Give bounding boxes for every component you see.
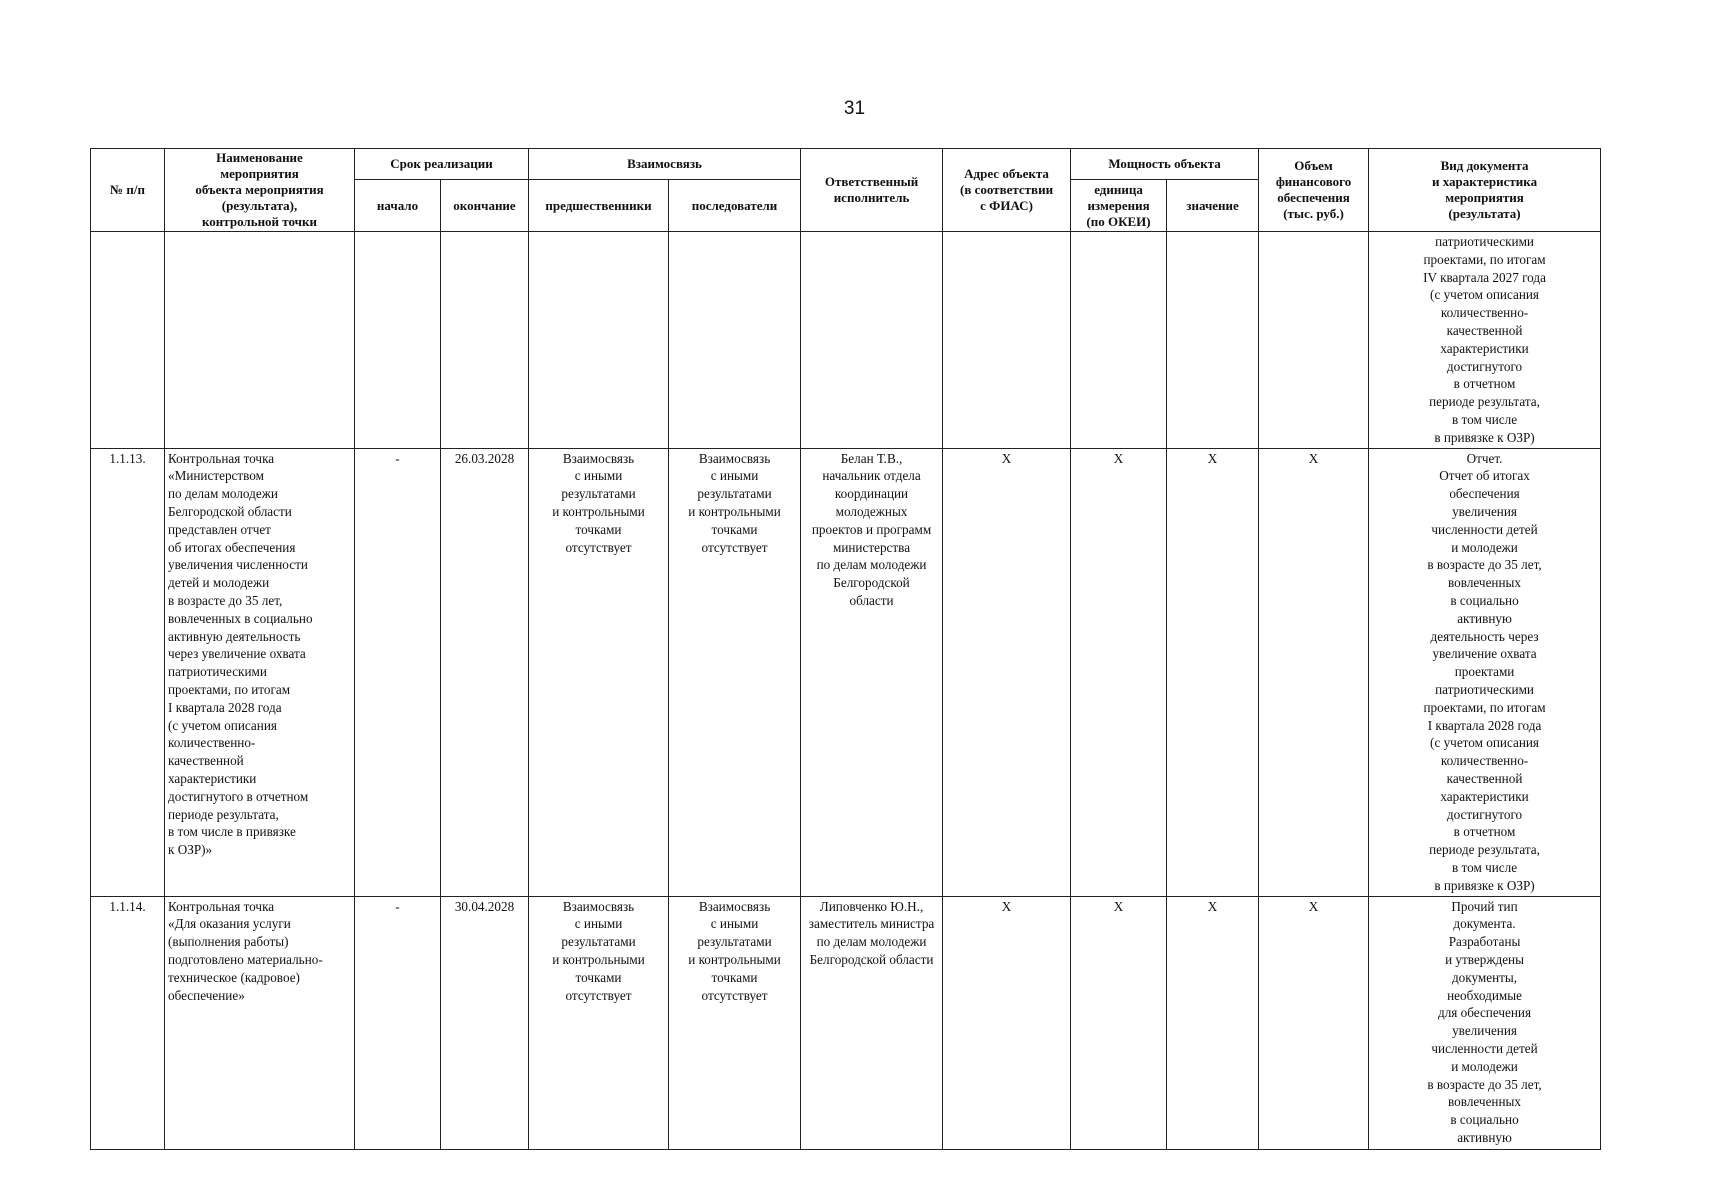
- cell-responsible: Белан Т.В., начальник отдела координации молодежных проектов и программ министерства по делам молодежи Белгородской области: [801, 448, 943, 896]
- cell-responsible: Липовченко Ю.Н., заместитель министра по делам молодежи Белгородской области: [801, 896, 943, 1149]
- cell-predecessors: [529, 232, 669, 449]
- cell-end: [441, 232, 529, 449]
- header-row-1: [91, 149, 1601, 180]
- table-row: [91, 448, 1601, 896]
- header-term: Срок реализации: [355, 149, 529, 180]
- header-capacity: Мощность объекта: [1071, 149, 1259, 180]
- cell-responsible: [801, 232, 943, 449]
- cell-value: Х: [1167, 448, 1259, 896]
- cell-value: [1167, 232, 1259, 449]
- cell-value: Х: [1167, 896, 1259, 1149]
- header-doc: Вид документа и характеристика мероприятия (результата): [1369, 149, 1601, 232]
- cell-doc: Прочий тип документа. Разработаны и утверждены документы, необходимые для обеспечения увеличения численности детей и молодежи в возрасте до 35 лет, вовлеченных в социально активную: [1369, 896, 1601, 1149]
- cell-finance: Х: [1259, 448, 1369, 896]
- header-unit: единица измерения (по ОКЕИ): [1071, 180, 1167, 232]
- cell-finance: Х: [1259, 896, 1369, 1149]
- cell-successors: Взаимосвязь с иными результатами и контрольными точками отсутствует: [669, 448, 801, 896]
- cell-start: -: [355, 448, 441, 896]
- cell-unit: [1071, 232, 1167, 449]
- cell-predecessors: Взаимосвязь с иными результатами и контрольными точками отсутствует: [529, 448, 669, 896]
- header-address: Адрес объекта (в соответствии с ФИАС): [943, 149, 1071, 232]
- cell-name: Контрольная точка «Министерством по делам молодежи Белгородской области представлен отчет об итогах обеспечения увеличения численности детей и молодежи в возрасте до 35 лет, вовлеченных в социально активную деятельность через увеличение охвата патриотическими проектами, по итогам I квартала 2028 года (с учетом описания количественно- качественной характеристики достигнутого в отчетном периоде результата, в том числе в привязке к ОЗР)»: [165, 448, 355, 896]
- events-table: [90, 148, 1601, 1150]
- cell-end: 30.04.2028: [441, 896, 529, 1149]
- cell-doc: патриотическими проектами, по итогам IV квартала 2027 года (с учетом описания количественно- качественной характеристики достигнутого в отчетном периоде результата, в том числе в привязке к ОЗР): [1369, 232, 1601, 449]
- header-successors: последователи: [669, 180, 801, 232]
- header-responsible: Ответственный исполнитель: [801, 149, 943, 232]
- header-name: Наименование мероприятия объекта мероприятия (результата), контрольной точки: [165, 149, 355, 232]
- cell-successors: [669, 232, 801, 449]
- cell-num: 1.1.13.: [91, 448, 165, 896]
- header-relation: Взаимосвязь: [529, 149, 801, 180]
- header-term-end: окончание: [441, 180, 529, 232]
- cell-unit: Х: [1071, 448, 1167, 896]
- cell-num: 1.1.14.: [91, 896, 165, 1149]
- header-finance: Объем финансового обеспечения (тыс. руб.): [1259, 149, 1369, 232]
- cell-finance: [1259, 232, 1369, 449]
- header-num: № п/п: [91, 149, 165, 232]
- cell-predecessors: Взаимосвязь с иными результатами и контрольными точками отсутствует: [529, 896, 669, 1149]
- cell-address: Х: [943, 896, 1071, 1149]
- header-value: значение: [1167, 180, 1259, 232]
- cell-start: [355, 232, 441, 449]
- cell-name: [165, 232, 355, 449]
- page-number: 31: [843, 98, 866, 119]
- table-row: [91, 232, 1601, 449]
- cell-start: -: [355, 896, 441, 1149]
- header-predecessors: предшественники: [529, 180, 669, 232]
- cell-unit: Х: [1071, 896, 1167, 1149]
- cell-successors: Взаимосвязь с иными результатами и контрольными точками отсутствует: [669, 896, 801, 1149]
- header-term-start: начало: [355, 180, 441, 232]
- table-row: [91, 896, 1601, 1149]
- cell-address: Х: [943, 448, 1071, 896]
- cell-doc: Отчет. Отчет об итогах обеспечения увеличения численности детей и молодежи в возрасте до 35 лет, вовлеченных в социально активную деятельность через увеличение охвата проектами патриотическими проектами, по итогам I квартала 2028 года (с учетом описания количественно- качественной характеристики достигнутого в отчетном периоде результата, в том числе в привязке к ОЗР): [1369, 448, 1601, 896]
- cell-address: [943, 232, 1071, 449]
- cell-name: Контрольная точка «Для оказания услуги (выполнения работы) подготовлено материально- техническое (кадровое) обеспечение»: [165, 896, 355, 1149]
- cell-end: 26.03.2028: [441, 448, 529, 896]
- cell-num: [91, 232, 165, 449]
